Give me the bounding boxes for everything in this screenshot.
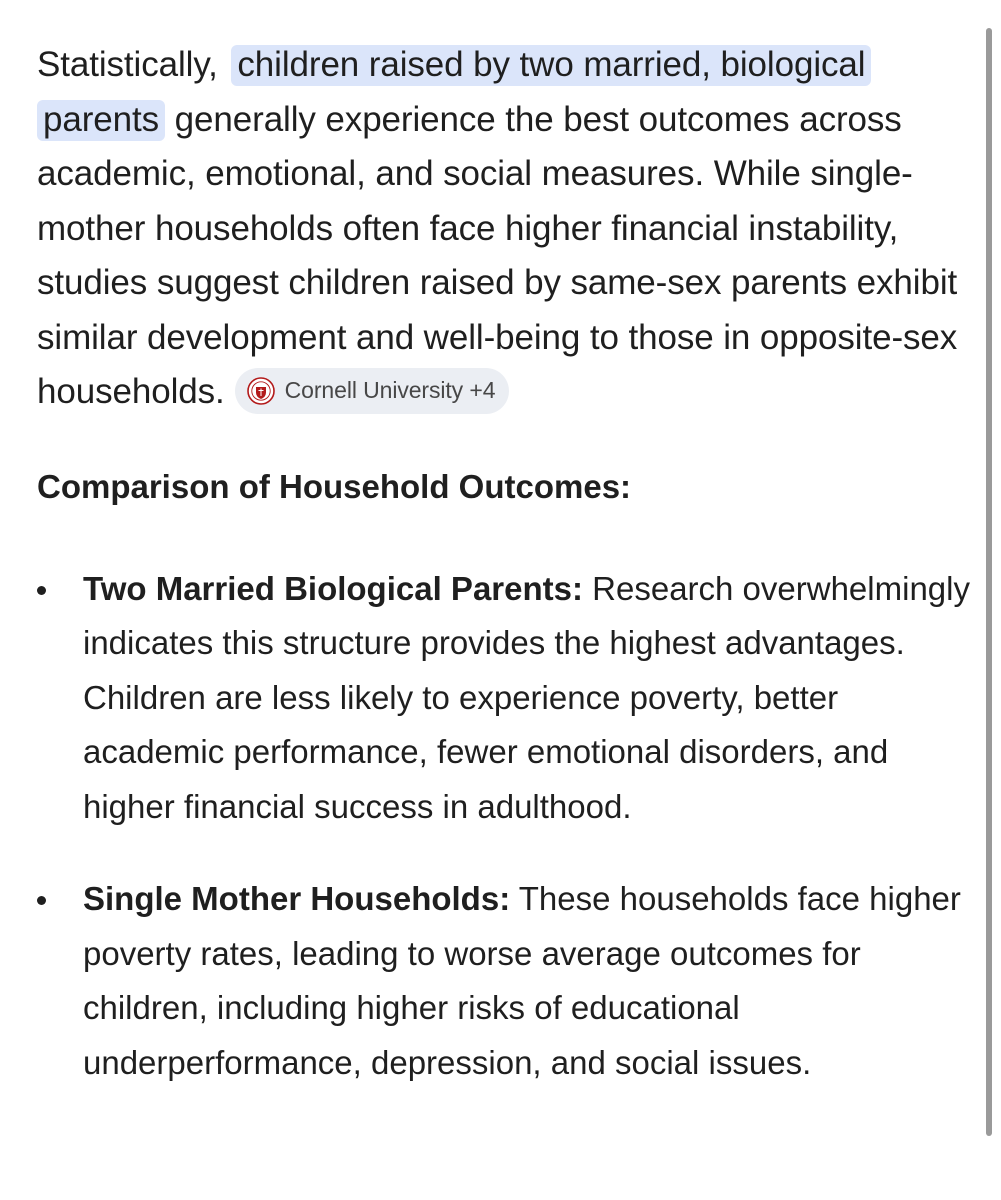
cornell-seal-icon xyxy=(247,377,275,405)
bullet-text: Research overwhelmingly indicates this structure provides the highest advantages. Children are less likely to experience poverty, better academic performance, fewer emotional disorders, and higher financial success in adulthood. xyxy=(83,569,970,825)
outcomes-list xyxy=(37,562,977,1091)
list-item xyxy=(37,562,977,835)
highlighted-claim[interactable]: children raised by two married, biological xyxy=(231,45,871,86)
bullet-title: Single Mother Households: xyxy=(83,880,511,917)
source-chip-label: Cornell University +4 xyxy=(284,377,496,404)
feedback-icons-partial xyxy=(34,0,134,6)
section-heading: Comparison of Household Outcomes: xyxy=(37,467,632,505)
bullet-text: These households face higher poverty rates, leading to worse average outcomes for children, including higher risks of educational underperformance, depression, and social issues. xyxy=(83,880,961,1081)
scrollbar[interactable] xyxy=(986,28,992,1136)
highlighted-claim-continued[interactable]: parents xyxy=(37,100,165,141)
bullet-icon xyxy=(37,896,46,905)
ai-answer xyxy=(37,38,977,1090)
summary-text-after: generally experience the best outcomes across academic, emotional, and social measures. While single-mother households often face higher financial instability, studies suggest children raised by same-sex parents exhibit similar development and well-being to those in opposite-sex households. xyxy=(37,99,958,411)
list-item xyxy=(37,872,977,1090)
source-chip[interactable] xyxy=(235,368,510,414)
summary-paragraph xyxy=(37,38,977,420)
bullet-icon xyxy=(37,586,46,595)
bullet-title: Two Married Biological Parents: xyxy=(83,569,583,607)
summary-text-before: Statistically, xyxy=(37,45,228,84)
